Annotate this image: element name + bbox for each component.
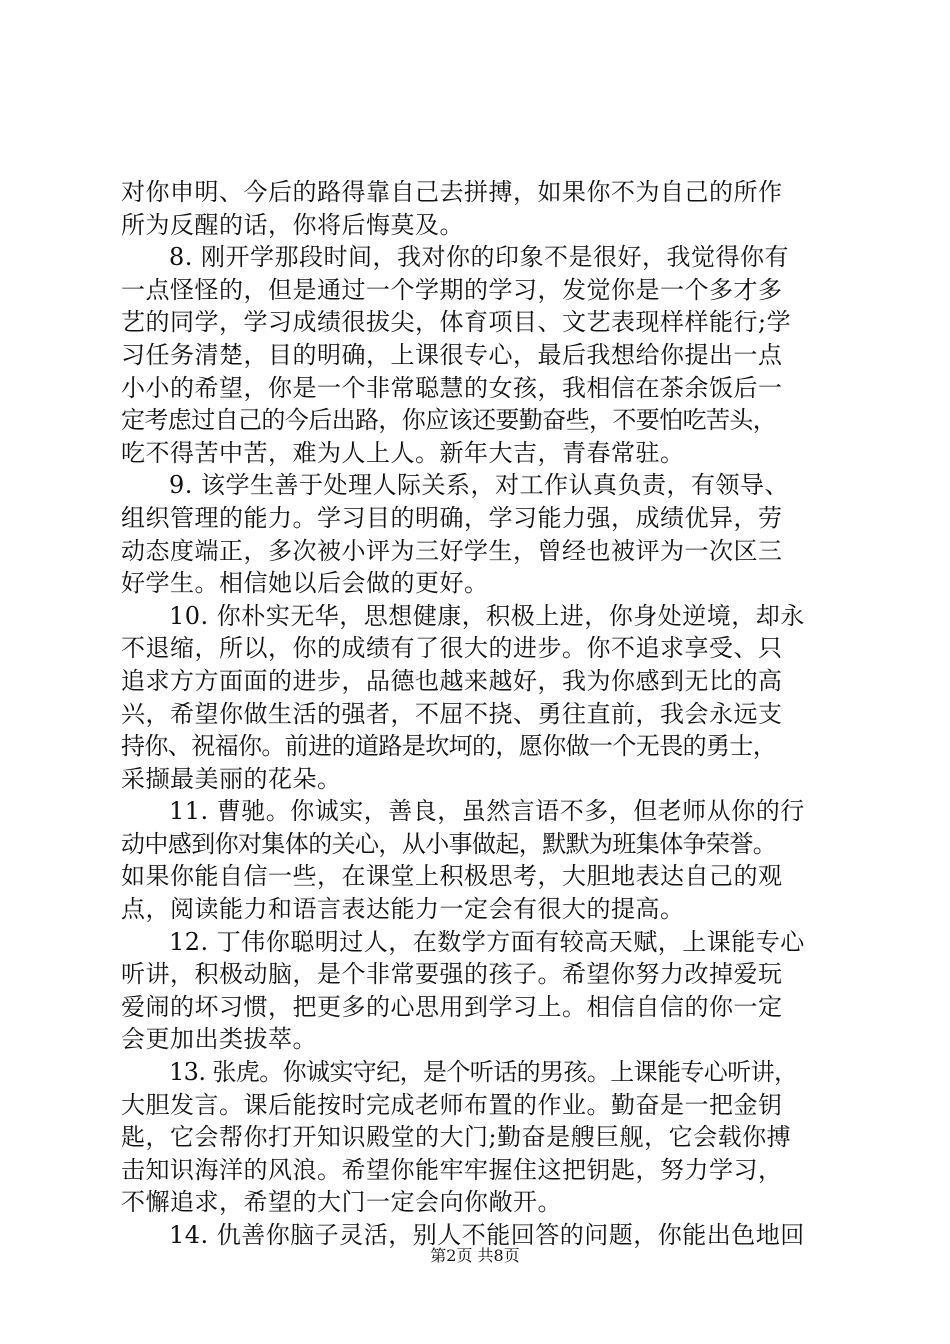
text-line: 采撷最美丽的花朵。 bbox=[121, 764, 342, 793]
text-line: 一点怪怪的，但是通过一个学期的学习，发觉你是一个多才多 bbox=[121, 275, 783, 304]
document-body bbox=[121, 176, 841, 1252]
text-line: 爱闹的坏习惯，把更多的心思用到学习上。相信自信的你一定 bbox=[121, 992, 783, 1021]
paragraph-start-14: 14. 仇善你脑子灵活，别人不能回答的问题，你能出色地回 bbox=[169, 1221, 805, 1249]
text-line: 习任务清楚，目的明确，上课很专心，最后我想给你提出一点 bbox=[121, 340, 783, 369]
text-line: 大胆发言。课后能按时完成老师布置的作业。勤奋是一把金钥 bbox=[121, 1090, 783, 1119]
paragraph-start-13: 13. 张虎。你诚实守纪，是个听话的男孩。上课能专心听讲， bbox=[169, 1058, 798, 1087]
text-line: 匙，它会帮你打开知识殿堂的大门;勤奋是艘巨舰，它会载你搏 bbox=[121, 1123, 792, 1152]
text-line: 不懈追求，希望的大门一定会向你敞开。 bbox=[121, 1188, 562, 1217]
text-line: 追求方方面面的进步，品德也越来越好，我为你感到无比的高 bbox=[121, 666, 783, 695]
text-line: 动中感到你对集体的关心，从小事做起，默默为班集体争荣誉。 bbox=[121, 829, 777, 858]
page-number-footer: 第2页 共8页 bbox=[430, 1246, 520, 1265]
text-line: 会更加出类拔萃。 bbox=[121, 1025, 317, 1054]
text-line: 击知识海洋的风浪。希望你能牢牢握住这把钥匙，努力学习， bbox=[121, 1155, 783, 1184]
text-line: 小小的希望，你是一个非常聪慧的女孩，我相信在茶余饭后一 bbox=[121, 373, 783, 402]
text-line: 对你申明、今后的路得靠自己去拼搏，如果你不为自己的所作 bbox=[121, 178, 783, 206]
text-line: 持你、祝福你。前进的道路是坎坷的，愿你做一个无畏的勇士， bbox=[121, 732, 777, 761]
paragraph-start-10: 10. 你朴实无华，思想健康，积极上进，你身处逆境，却永 bbox=[169, 601, 805, 630]
text-line: 点，阅读能力和语言表达能力一定会有很大的提高。 bbox=[121, 895, 685, 924]
paragraph-start-11: 11. 曹驰。你诚实，善良，虽然言语不多，但老师从你的行 bbox=[169, 797, 805, 826]
text-line: 动态度端正，多次被小评为三好学生，曾经也被评为一次区三 bbox=[121, 536, 783, 565]
paragraph-start-9: 9. 该学生善于处理人际关系，对工作认真负责，有领导、 bbox=[169, 471, 790, 500]
text-line: 兴，希望你做生活的强者，不屈不挠、勇往直前，我会永远支 bbox=[121, 699, 783, 728]
text-line: 组织管理的能力。学习目的明确，学习能力强，成绩优异，劳 bbox=[121, 503, 783, 532]
text-line: 好学生。相信她以后会做的更好。 bbox=[121, 569, 489, 598]
text-line: 所为反醒的话，你将后悔莫及。 bbox=[121, 210, 464, 239]
text-line: 定考虑过自己的今后出路，你应该还要勤奋些，不要怕吃苦头， bbox=[121, 406, 777, 435]
text-line: 不退缩，所以，你的成绩有了很大的进步。你不追求享受、只 bbox=[121, 634, 783, 663]
text-line: 吃不得苦中苦，难为人上人。新年大吉，青春常驻。 bbox=[121, 438, 685, 467]
text-line: 艺的同学，学习成绩很拔尖，体育项目、文艺表现样样能行;学 bbox=[121, 308, 792, 337]
text-line: 如果你能自信一些，在课堂上积极思考，大胆地表达自己的观 bbox=[121, 862, 783, 891]
text-line: 听讲，积极动脑，是个非常要强的孩子。希望你努力改掉爱玩 bbox=[121, 960, 783, 989]
paragraph-start-12: 12. 丁伟你聪明过人，在数学方面有较高天赋，上课能专心 bbox=[169, 927, 805, 956]
paragraph-start-8: 8. 刚开学那段时间，我对你的印象不是很好，我觉得你有 bbox=[169, 243, 790, 272]
